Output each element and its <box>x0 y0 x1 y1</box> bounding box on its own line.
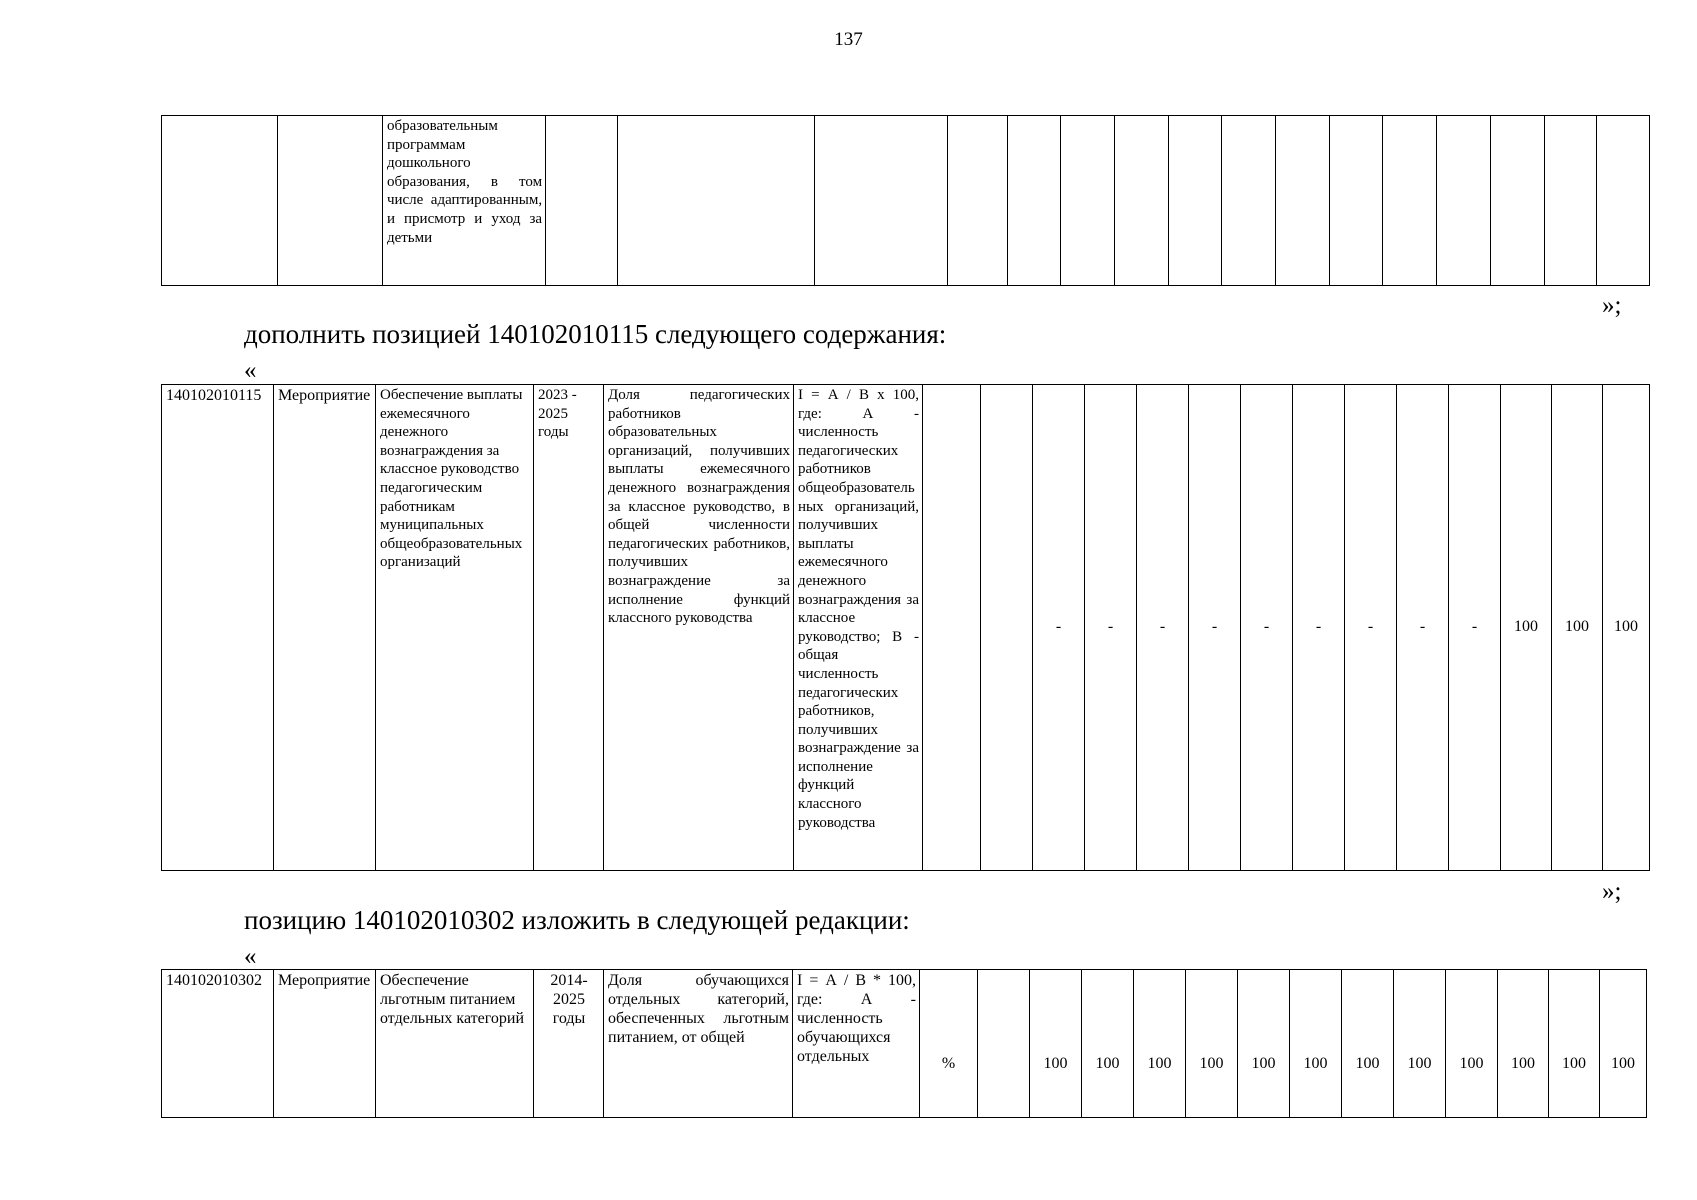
value-cell: - <box>1189 385 1241 871</box>
page-number: 137 <box>834 29 863 50</box>
value-cell: 100 <box>1600 970 1647 1118</box>
table-row <box>162 970 1647 1118</box>
value-cell: 100 <box>1498 970 1549 1118</box>
value-cell: 100 <box>1549 970 1600 1118</box>
table-revised-position <box>161 969 1647 1118</box>
unit-cell <box>923 385 981 871</box>
position-code: 140102010302 <box>162 970 274 1118</box>
position-name: Обеспечение льготным питанием отдельных категорий <box>376 970 534 1118</box>
value-cell: 100 <box>1394 970 1446 1118</box>
closing-quote-1: »; <box>1602 292 1622 319</box>
value-cell: - <box>1137 385 1189 871</box>
value-cell: - <box>1241 385 1293 871</box>
value-cell: - <box>1033 385 1085 871</box>
unit-cell: % <box>920 970 978 1118</box>
value-cell: - <box>1345 385 1397 871</box>
value-cell: 100 <box>1134 970 1186 1118</box>
opening-quote-2: « <box>244 943 257 970</box>
value-cell: 100 <box>1446 970 1498 1118</box>
value-cell: 100 <box>1290 970 1342 1118</box>
indicator-name: Доля педагогических работников образовательных организаций, получивших выплаты ежемесячного денежного вознаграждения за классное руководство, в общей численности педагогических работников, получивших вознаграждение за исполнение функций классного руководства <box>604 385 794 871</box>
value-cell: 100 <box>1603 385 1650 871</box>
value-cell: - <box>1293 385 1345 871</box>
indicator-formula: I = А / В х 100, где: А - численность педагогических работников общеобразовательных организаций, получивших выплаты ежемесячного денежного вознаграждения за классное руководство; В - общая численность педагогических работников, получивших вознаграждение за исполнение функций классного руководства <box>794 385 923 871</box>
table-row <box>162 116 1650 286</box>
value-cell: 100 <box>1082 970 1134 1118</box>
value-cell: 100 <box>1342 970 1394 1118</box>
position-name: Обеспечение выплаты ежемесячного денежного вознаграждения за классное руководство педагогическим работникам муниципальных общеобразовательных организаций <box>376 385 534 871</box>
opening-quote-1: « <box>244 357 257 384</box>
value-cell: 100 <box>1501 385 1552 871</box>
value-cell: - <box>1085 385 1137 871</box>
position-period: 2014-2025 годы <box>534 970 604 1118</box>
indicator-name: Доля обучающихся отдельных категорий, обеспеченных льготным питанием, от общей <box>604 970 793 1118</box>
indicator-formula: I = А / В * 100, где: А - численность обучающихся отдельных <box>793 970 920 1118</box>
value-cell: 100 <box>1186 970 1238 1118</box>
table-continuation <box>161 115 1650 286</box>
position-code: 140102010115 <box>162 385 274 871</box>
table-row <box>162 385 1650 871</box>
value-cell: 100 <box>1238 970 1290 1118</box>
heading-edit-position: позицию 140102010302 изложить в следующей редакции: <box>244 905 910 935</box>
value-cell: - <box>1449 385 1501 871</box>
position-period: 2023 - 2025 годы <box>534 385 604 871</box>
position-type: Мероприятие <box>274 970 376 1118</box>
closing-quote-2: »; <box>1602 878 1622 905</box>
value-cell: - <box>1397 385 1449 871</box>
base-cell <box>978 970 1030 1118</box>
position-type: Мероприятие <box>274 385 376 871</box>
heading-add-position: дополнить позицией 140102010115 следующего содержания: <box>244 319 947 349</box>
value-cell: 100 <box>1030 970 1082 1118</box>
base-cell <box>981 385 1033 871</box>
table-new-position <box>161 384 1650 871</box>
program-text-cell: образовательным программам дошкольного образования, в том числе адаптированным, и присмотр и уход за детьми <box>382 116 545 286</box>
value-cell: 100 <box>1552 385 1603 871</box>
